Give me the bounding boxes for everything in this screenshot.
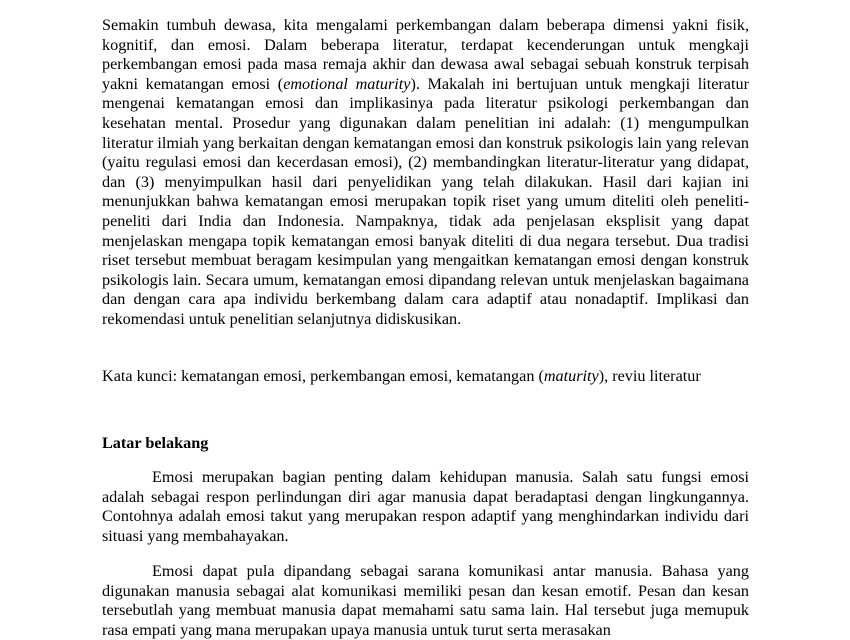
abstract-text-2: ). Makalah ini bertujuan untuk mengkaji literatur mengenai kematangan emosi dan implikasinya pada literatur psikologi perkembangan dan kesehatan mental. Prosedur yang digunakan dalam penelitian ini adalah: (1) mengumpulkan literatur ilmiah yang berkaitan dengan kematangan emosi dan konstruk psikologis lain yang relevan (yaitu regulasi emosi dan kecerdasan emosi), (2) membandingkan literatur-literatur yang didapat, dan (3) menyimpulkan hasil dari penyelidikan yang telah dilakukan. Hasil dari kajian ini menunjukkan bahwa kematangan emosi merupakan topik riset yang umum diteliti oleh peneliti-peneliti dari India dan Indonesia. Nampaknya, tidak ada penjelasan eksplisit yang dapat menjelaskan mengapa topik kematangan emosi banyak diteliti di dua negara tersebut. Dua tradisi riset tersebut membuat beragam kesimpulan yang mengaitkan kematangan emosi dengan konstruk psikologis lain. Secara umum, kematangan emosi dipandang relevan untuk menjelaskan bagaimana dan dengan cara apa individu berkembang dalam cara adaptif atau nonadaptif. Implikasi dan rekomendasi untuk penelitian selanjutnya didiskusikan. <box>102 74 749 328</box>
abstract-term: emotional maturity <box>283 74 411 93</box>
keywords-text-2: ), reviu literatur <box>598 367 701 385</box>
keywords-text-1: Kata kunci: kematangan emosi, perkembangan emosi, kematangan ( <box>102 367 544 385</box>
abstract-paragraph <box>102 16 749 330</box>
abstract-text-1: Semakin tumbuh dewasa, kita mengalami perkembangan dalam beberapa dimensi yakni fisik, kognitif, dan emosi. Dalam beberapa literatur, terdapat kecenderungan untuk mengkaji perkembangan emosi pada masa remaja akhir dan dewasa awal sebagai sebuah konstruk terpisah yakni kematangan emosi ( <box>102 16 749 93</box>
section-heading: Latar belakang <box>102 434 209 452</box>
body-paragraph-1: Emosi merupakan bagian penting dalam kehidupan manusia. Salah satu fungsi emosi adalah sebagai respon perlindungan diri agar manusia dapat beradaptasi dengan lingkungannya. Contohnya adalah emosi takut yang merupakan respon adaptif yang menghindarkan individu dari situasi yang membahayakan. <box>102 468 749 545</box>
keywords-term: maturity <box>543 367 599 385</box>
body-paragraph-2: Emosi dapat pula dipandang sebagai sarana komunikasi antar manusia. Bahasa yang digunakan manusia sebagai alat komunikasi memiliki pesan dan kesan emotif. Pesan dan kesan tersebutlah yang membuat manusia dapat memahami satu sama lain. Hal tersebut juga memupuk rasa empati yang mana merupakan upaya manusia untuk turut serta merasakan <box>102 562 749 639</box>
keywords-line <box>102 367 749 387</box>
